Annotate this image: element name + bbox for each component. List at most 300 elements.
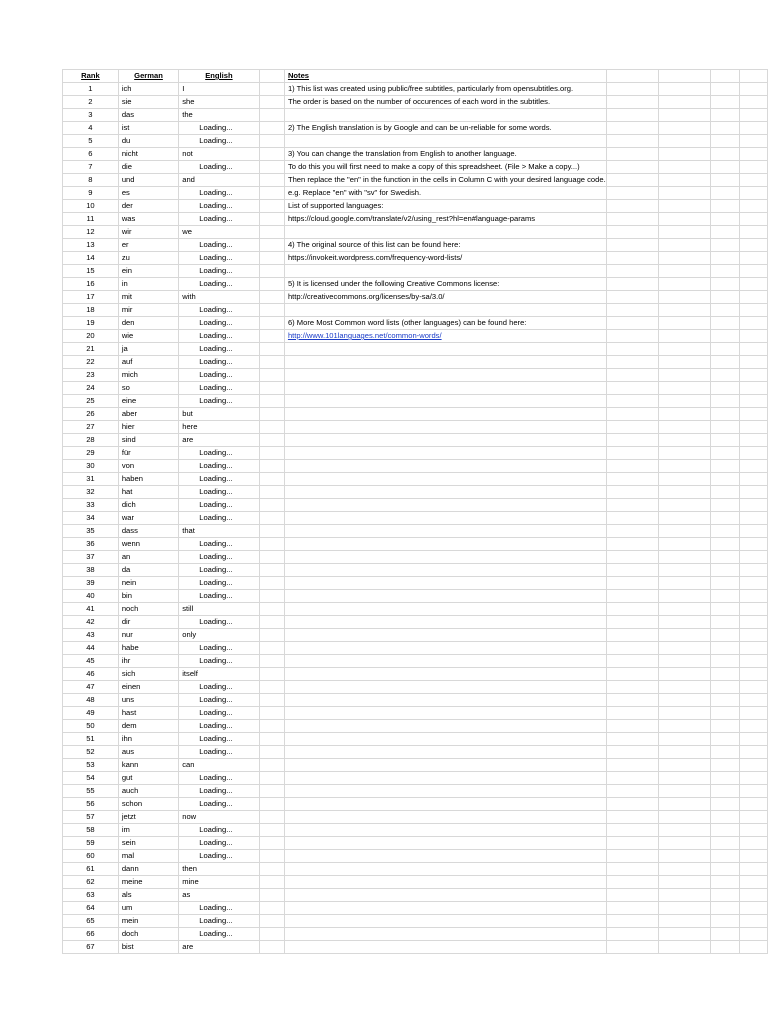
cell[interactable] (711, 538, 739, 551)
german-word-cell[interactable]: schon (118, 798, 178, 811)
cell[interactable] (606, 226, 658, 239)
cell[interactable] (739, 538, 767, 551)
notes-cell[interactable] (284, 837, 606, 850)
english-translation-cell[interactable]: Loading... (179, 135, 259, 148)
cell[interactable] (606, 707, 658, 720)
rank-cell[interactable]: 2 (63, 96, 119, 109)
cell[interactable] (259, 772, 284, 785)
cell[interactable] (711, 863, 739, 876)
notes-cell[interactable] (284, 226, 606, 239)
notes-cell[interactable] (284, 629, 606, 642)
cell[interactable] (606, 460, 658, 473)
notes-cell[interactable] (284, 512, 606, 525)
cell[interactable] (658, 109, 710, 122)
cell[interactable] (658, 161, 710, 174)
cell[interactable] (259, 434, 284, 447)
notes-cell[interactable] (284, 668, 606, 681)
rank-cell[interactable]: 43 (63, 629, 119, 642)
cell[interactable] (739, 291, 767, 304)
english-translation-cell[interactable]: Loading... (179, 551, 259, 564)
cell[interactable] (658, 863, 710, 876)
cell[interactable] (711, 70, 739, 83)
cell[interactable] (711, 343, 739, 356)
cell[interactable] (259, 720, 284, 733)
cell[interactable] (711, 642, 739, 655)
cell[interactable] (658, 629, 710, 642)
cell[interactable] (259, 161, 284, 174)
cell[interactable] (658, 304, 710, 317)
cell[interactable] (711, 460, 739, 473)
german-word-cell[interactable]: war (118, 512, 178, 525)
cell[interactable] (259, 876, 284, 889)
cell[interactable] (259, 499, 284, 512)
english-translation-cell[interactable]: Loading... (179, 694, 259, 707)
cell[interactable] (711, 798, 739, 811)
cell[interactable] (606, 213, 658, 226)
rank-cell[interactable]: 20 (63, 330, 119, 343)
cell[interactable] (711, 590, 739, 603)
cell[interactable] (711, 785, 739, 798)
rank-cell[interactable]: 31 (63, 473, 119, 486)
cell[interactable] (739, 213, 767, 226)
rank-cell[interactable]: 33 (63, 499, 119, 512)
cell[interactable] (606, 317, 658, 330)
rank-cell[interactable]: 21 (63, 343, 119, 356)
rank-cell[interactable]: 50 (63, 720, 119, 733)
cell[interactable] (259, 629, 284, 642)
cell[interactable] (606, 135, 658, 148)
cell[interactable] (606, 759, 658, 772)
rank-cell[interactable]: 11 (63, 213, 119, 226)
cell[interactable] (606, 174, 658, 187)
english-translation-cell[interactable]: Loading... (179, 746, 259, 759)
notes-cell[interactable] (284, 486, 606, 499)
german-word-cell[interactable]: kann (118, 759, 178, 772)
cell[interactable] (606, 239, 658, 252)
cell[interactable] (711, 928, 739, 941)
rank-cell[interactable]: 36 (63, 538, 119, 551)
german-word-cell[interactable]: der (118, 200, 178, 213)
cell[interactable] (658, 889, 710, 902)
german-word-cell[interactable]: hast (118, 707, 178, 720)
cell[interactable] (658, 733, 710, 746)
cell[interactable] (606, 655, 658, 668)
cell[interactable] (606, 733, 658, 746)
cell[interactable] (259, 681, 284, 694)
rank-cell[interactable]: 27 (63, 421, 119, 434)
cell[interactable] (606, 564, 658, 577)
english-translation-cell[interactable]: Loading... (179, 707, 259, 720)
cell[interactable] (739, 473, 767, 486)
notes-cell[interactable] (284, 889, 606, 902)
cell[interactable] (739, 577, 767, 590)
cell[interactable] (739, 330, 767, 343)
cell[interactable] (658, 902, 710, 915)
rank-cell[interactable]: 65 (63, 915, 119, 928)
english-translation-cell[interactable]: Loading... (179, 564, 259, 577)
cell[interactable] (658, 824, 710, 837)
rank-cell[interactable]: 4 (63, 122, 119, 135)
german-word-cell[interactable]: wir (118, 226, 178, 239)
german-word-cell[interactable]: sie (118, 96, 178, 109)
rank-cell[interactable]: 13 (63, 239, 119, 252)
cell[interactable] (711, 746, 739, 759)
cell[interactable] (739, 746, 767, 759)
cell[interactable] (259, 941, 284, 954)
german-word-cell[interactable]: ich (118, 83, 178, 96)
german-word-cell[interactable]: uns (118, 694, 178, 707)
rank-cell[interactable]: 46 (63, 668, 119, 681)
cell[interactable] (739, 83, 767, 96)
cell[interactable] (658, 83, 710, 96)
cell[interactable] (259, 538, 284, 551)
german-word-cell[interactable]: um (118, 902, 178, 915)
notes-cell[interactable] (284, 850, 606, 863)
notes-cell[interactable] (284, 720, 606, 733)
cell[interactable] (606, 252, 658, 265)
notes-cell[interactable] (284, 447, 606, 460)
notes-cell[interactable] (284, 369, 606, 382)
rank-cell[interactable]: 32 (63, 486, 119, 499)
rank-cell[interactable]: 63 (63, 889, 119, 902)
cell[interactable] (606, 343, 658, 356)
notes-cell[interactable] (284, 434, 606, 447)
rank-cell[interactable]: 9 (63, 187, 119, 200)
rank-cell[interactable]: 3 (63, 109, 119, 122)
cell[interactable] (658, 694, 710, 707)
cell[interactable] (711, 226, 739, 239)
cell[interactable] (739, 343, 767, 356)
cell[interactable] (259, 577, 284, 590)
notes-cell[interactable] (284, 616, 606, 629)
cell[interactable] (711, 382, 739, 395)
cell[interactable] (259, 369, 284, 382)
notes-cell[interactable] (284, 135, 606, 148)
cell[interactable] (658, 642, 710, 655)
cell[interactable] (711, 421, 739, 434)
cell[interactable] (739, 629, 767, 642)
notes-cell[interactable] (284, 460, 606, 473)
german-word-cell[interactable]: hat (118, 486, 178, 499)
german-word-cell[interactable]: mich (118, 369, 178, 382)
rank-cell[interactable]: 6 (63, 148, 119, 161)
cell[interactable] (259, 642, 284, 655)
cell[interactable] (658, 148, 710, 161)
rank-cell[interactable]: 22 (63, 356, 119, 369)
english-translation-cell[interactable]: we (179, 226, 259, 239)
cell[interactable] (259, 668, 284, 681)
cell[interactable] (711, 408, 739, 421)
cell[interactable] (658, 551, 710, 564)
cell[interactable] (658, 512, 710, 525)
cell[interactable] (259, 733, 284, 746)
cell[interactable] (259, 83, 284, 96)
cell[interactable] (739, 928, 767, 941)
cell[interactable] (739, 434, 767, 447)
cell[interactable] (606, 161, 658, 174)
cell[interactable] (739, 889, 767, 902)
cell[interactable] (739, 187, 767, 200)
english-translation-cell[interactable]: but (179, 408, 259, 421)
cell[interactable] (658, 356, 710, 369)
cell[interactable] (711, 304, 739, 317)
english-translation-cell[interactable]: Loading... (179, 577, 259, 590)
german-word-cell[interactable]: gut (118, 772, 178, 785)
german-word-cell[interactable]: noch (118, 603, 178, 616)
cell[interactable] (259, 655, 284, 668)
english-translation-cell[interactable]: are (179, 941, 259, 954)
german-word-cell[interactable]: dann (118, 863, 178, 876)
english-translation-cell[interactable]: itself (179, 668, 259, 681)
cell[interactable] (606, 863, 658, 876)
cell[interactable] (739, 837, 767, 850)
rank-cell[interactable]: 54 (63, 772, 119, 785)
german-word-cell[interactable]: aber (118, 408, 178, 421)
german-word-cell[interactable]: in (118, 278, 178, 291)
cell[interactable] (259, 512, 284, 525)
rank-cell[interactable]: 59 (63, 837, 119, 850)
cell[interactable] (259, 616, 284, 629)
rank-cell[interactable]: 37 (63, 551, 119, 564)
notes-cell[interactable] (284, 746, 606, 759)
cell[interactable] (711, 889, 739, 902)
english-translation-cell[interactable]: Loading... (179, 785, 259, 798)
cell[interactable] (711, 395, 739, 408)
cell[interactable] (739, 369, 767, 382)
cell[interactable] (259, 96, 284, 109)
cell[interactable] (739, 317, 767, 330)
rank-cell[interactable]: 67 (63, 941, 119, 954)
cell[interactable] (711, 941, 739, 954)
rank-cell[interactable]: 15 (63, 265, 119, 278)
english-translation-cell[interactable]: here (179, 421, 259, 434)
cell[interactable] (711, 109, 739, 122)
cell[interactable] (259, 70, 284, 83)
cell[interactable] (606, 382, 658, 395)
cell[interactable] (739, 668, 767, 681)
cell[interactable] (259, 759, 284, 772)
cell[interactable] (606, 681, 658, 694)
german-word-cell[interactable]: hier (118, 421, 178, 434)
english-translation-cell[interactable]: with (179, 291, 259, 304)
english-translation-cell[interactable]: not (179, 148, 259, 161)
cell[interactable] (711, 499, 739, 512)
notes-cell[interactable] (284, 681, 606, 694)
cell[interactable] (606, 408, 658, 421)
cell[interactable] (259, 421, 284, 434)
german-word-cell[interactable]: du (118, 135, 178, 148)
cell[interactable] (606, 538, 658, 551)
cell[interactable] (658, 265, 710, 278)
english-translation-cell[interactable]: Loading... (179, 278, 259, 291)
cell[interactable] (739, 395, 767, 408)
german-word-cell[interactable]: wenn (118, 538, 178, 551)
notes-cell[interactable] (284, 655, 606, 668)
notes-cell[interactable] (284, 213, 606, 226)
notes-cell[interactable] (284, 551, 606, 564)
notes-cell[interactable] (284, 408, 606, 421)
cell[interactable] (658, 239, 710, 252)
rank-cell[interactable]: 66 (63, 928, 119, 941)
cell[interactable] (606, 148, 658, 161)
english-translation-cell[interactable]: Loading... (179, 395, 259, 408)
rank-cell[interactable]: 5 (63, 135, 119, 148)
cell[interactable] (739, 941, 767, 954)
cell[interactable] (259, 265, 284, 278)
german-word-cell[interactable]: doch (118, 928, 178, 941)
german-word-cell[interactable]: eine (118, 395, 178, 408)
header-english[interactable]: English (179, 70, 259, 83)
cell[interactable] (658, 187, 710, 200)
german-word-cell[interactable]: sein (118, 837, 178, 850)
cell[interactable] (711, 811, 739, 824)
cell[interactable] (658, 837, 710, 850)
rank-cell[interactable]: 38 (63, 564, 119, 577)
rank-cell[interactable]: 7 (63, 161, 119, 174)
notes-cell[interactable] (284, 928, 606, 941)
cell[interactable] (711, 148, 739, 161)
rank-cell[interactable]: 47 (63, 681, 119, 694)
cell[interactable] (658, 278, 710, 291)
cell[interactable] (606, 616, 658, 629)
english-translation-cell[interactable]: Loading... (179, 902, 259, 915)
notes-cell[interactable] (284, 317, 606, 330)
english-translation-cell[interactable]: Loading... (179, 460, 259, 473)
english-translation-cell[interactable]: Loading... (179, 486, 259, 499)
cell[interactable] (259, 785, 284, 798)
cell[interactable] (711, 902, 739, 915)
cell[interactable] (658, 135, 710, 148)
cell[interactable] (711, 616, 739, 629)
cell[interactable] (711, 720, 739, 733)
cell[interactable] (711, 161, 739, 174)
cell[interactable] (658, 525, 710, 538)
cell[interactable] (259, 174, 284, 187)
cell[interactable] (606, 902, 658, 915)
english-translation-cell[interactable]: Loading... (179, 733, 259, 746)
cell[interactable] (658, 421, 710, 434)
cell[interactable] (658, 226, 710, 239)
cell[interactable] (259, 200, 284, 213)
cell[interactable] (658, 668, 710, 681)
cell[interactable] (606, 421, 658, 434)
german-word-cell[interactable]: sich (118, 668, 178, 681)
rank-cell[interactable]: 55 (63, 785, 119, 798)
cell[interactable] (658, 447, 710, 460)
cell[interactable] (739, 408, 767, 421)
cell[interactable] (711, 694, 739, 707)
cell[interactable] (606, 473, 658, 486)
notes-cell[interactable] (284, 733, 606, 746)
cell[interactable] (606, 96, 658, 109)
rank-cell[interactable]: 48 (63, 694, 119, 707)
rank-cell[interactable]: 23 (63, 369, 119, 382)
cell[interactable] (658, 590, 710, 603)
notes-cell[interactable] (284, 915, 606, 928)
german-word-cell[interactable]: an (118, 551, 178, 564)
cell[interactable] (739, 772, 767, 785)
german-word-cell[interactable]: da (118, 564, 178, 577)
german-word-cell[interactable]: nein (118, 577, 178, 590)
cell[interactable] (606, 187, 658, 200)
rank-cell[interactable]: 39 (63, 577, 119, 590)
english-translation-cell[interactable]: Loading... (179, 330, 259, 343)
rank-cell[interactable]: 34 (63, 512, 119, 525)
english-translation-cell[interactable]: Loading... (179, 720, 259, 733)
cell[interactable] (259, 395, 284, 408)
cell[interactable] (739, 512, 767, 525)
cell[interactable] (739, 460, 767, 473)
english-translation-cell[interactable]: Loading... (179, 837, 259, 850)
notes-cell[interactable] (284, 863, 606, 876)
german-word-cell[interactable]: mein (118, 915, 178, 928)
rank-cell[interactable]: 62 (63, 876, 119, 889)
rank-cell[interactable]: 8 (63, 174, 119, 187)
cell[interactable] (739, 798, 767, 811)
cell[interactable] (711, 135, 739, 148)
cell[interactable] (606, 603, 658, 616)
cell[interactable] (711, 252, 739, 265)
cell[interactable] (739, 96, 767, 109)
cell[interactable] (711, 733, 739, 746)
cell[interactable] (606, 668, 658, 681)
cell[interactable] (259, 213, 284, 226)
cell[interactable] (259, 798, 284, 811)
english-translation-cell[interactable]: Loading... (179, 772, 259, 785)
cell[interactable] (711, 369, 739, 382)
notes-cell[interactable] (284, 876, 606, 889)
notes-cell[interactable] (284, 473, 606, 486)
notes-cell[interactable] (284, 499, 606, 512)
notes-cell[interactable] (284, 642, 606, 655)
cell[interactable] (606, 837, 658, 850)
notes-cell[interactable] (284, 694, 606, 707)
english-translation-cell[interactable]: Loading... (179, 317, 259, 330)
cell[interactable] (606, 395, 658, 408)
notes-cell[interactable] (284, 707, 606, 720)
cell[interactable] (658, 798, 710, 811)
german-word-cell[interactable]: von (118, 460, 178, 473)
notes-cell[interactable] (284, 421, 606, 434)
cell[interactable] (739, 135, 767, 148)
german-word-cell[interactable]: mit (118, 291, 178, 304)
cell[interactable] (739, 356, 767, 369)
cell[interactable] (259, 278, 284, 291)
cell[interactable] (259, 928, 284, 941)
german-word-cell[interactable]: zu (118, 252, 178, 265)
cell[interactable] (711, 356, 739, 369)
cell[interactable] (606, 694, 658, 707)
cell[interactable] (658, 96, 710, 109)
common-words-link[interactable]: http://www.101languages.net/common-words/ (287, 331, 442, 340)
english-translation-cell[interactable]: Loading... (179, 304, 259, 317)
cell[interactable] (739, 759, 767, 772)
cell[interactable] (711, 772, 739, 785)
cell[interactable] (658, 291, 710, 304)
notes-cell[interactable] (284, 291, 606, 304)
cell[interactable] (606, 330, 658, 343)
german-word-cell[interactable]: er (118, 239, 178, 252)
english-translation-cell[interactable]: Loading... (179, 655, 259, 668)
cell[interactable] (259, 252, 284, 265)
rank-cell[interactable]: 28 (63, 434, 119, 447)
cell[interactable] (259, 226, 284, 239)
german-word-cell[interactable]: den (118, 317, 178, 330)
rank-cell[interactable]: 45 (63, 655, 119, 668)
rank-cell[interactable]: 25 (63, 395, 119, 408)
cell[interactable] (606, 642, 658, 655)
cell[interactable] (606, 720, 658, 733)
